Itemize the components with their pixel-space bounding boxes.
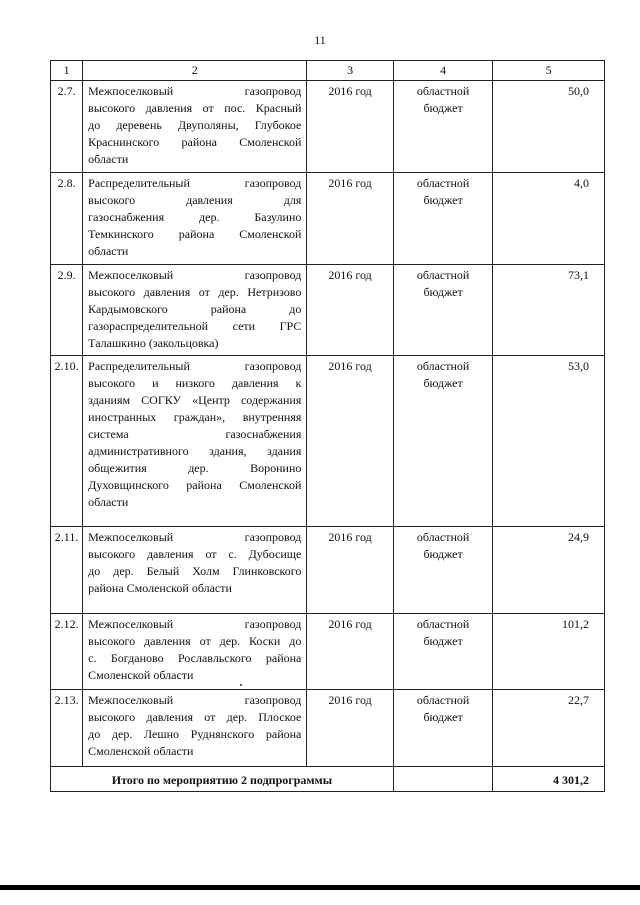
row-funding-source	[393, 173, 493, 265]
funding-source-line: областной	[416, 359, 470, 373]
total-row	[51, 767, 605, 792]
table-row	[51, 690, 605, 767]
scan-speck	[240, 684, 242, 686]
row-description	[83, 614, 307, 690]
description-line: высокого давления для	[88, 193, 302, 207]
row-year: 2016 год	[307, 356, 393, 527]
row-funding-source	[393, 81, 493, 173]
funding-source-line: бюджет	[423, 376, 463, 390]
row-amount: 4,0	[493, 173, 605, 265]
row-year: 2016 год	[307, 173, 393, 265]
row-year: 2016 год	[307, 690, 393, 767]
row-year: 2016 год	[307, 265, 393, 356]
row-amount: 24,9	[493, 527, 605, 614]
row-description	[83, 690, 307, 767]
description-line: до дер. Лешно Руднянского района	[88, 727, 302, 741]
row-number: 2.12.	[51, 614, 83, 690]
funding-source-line: бюджет	[423, 285, 463, 299]
total-label: Итого по мероприятию 2 подпрограммы	[51, 767, 394, 792]
description-line: до деревень Двуполяны, Глубокое	[88, 118, 302, 132]
description-line: Распределительный газопровод	[88, 176, 302, 190]
description-line: газоснабжения дер. Базулино	[88, 210, 302, 224]
row-amount: 22,7	[493, 690, 605, 767]
row-funding-source	[393, 614, 493, 690]
description-line: Талашкино (закольцовка)	[88, 336, 219, 350]
budget-table	[50, 60, 605, 792]
row-amount: 73,1	[493, 265, 605, 356]
description-line: до дер. Белый Холм Глинковского	[88, 564, 302, 578]
funding-source-line: бюджет	[423, 710, 463, 724]
funding-source-line: областной	[416, 84, 470, 98]
table-row	[51, 356, 605, 527]
table-row	[51, 265, 605, 356]
description-line: Межпоселковый газопровод	[88, 693, 302, 707]
row-number: 2.10.	[51, 356, 83, 527]
table-row	[51, 527, 605, 614]
row-year: 2016 год	[307, 614, 393, 690]
row-number: 2.9.	[51, 265, 83, 356]
description-line: иностранных граждан», внутренняя	[88, 410, 302, 424]
description-line: зданиям СОГКУ «Центр содержания	[88, 393, 302, 407]
description-line: района Смоленской области	[88, 581, 232, 595]
row-funding-source	[393, 690, 493, 767]
funding-source-line: областной	[416, 617, 470, 631]
funding-source-line: областной	[416, 530, 470, 544]
row-number: 2.7.	[51, 81, 83, 173]
row-description	[83, 527, 307, 614]
description-line: области	[88, 152, 129, 166]
funding-source-line: областной	[416, 268, 470, 282]
description-line: Кардымовского района до	[88, 302, 302, 316]
funding-source-line: бюджет	[423, 101, 463, 115]
description-line: Межпоселковый газопровод	[88, 84, 302, 98]
funding-source-line: бюджет	[423, 193, 463, 207]
row-amount: 101,2	[493, 614, 605, 690]
row-number: 2.13.	[51, 690, 83, 767]
total-empty-cell	[393, 767, 493, 792]
bottom-border-bar	[0, 885, 640, 890]
description-line: Межпоселковый газопровод	[88, 617, 302, 631]
row-description	[83, 265, 307, 356]
description-line: высокого давления от дер. Коски до	[88, 634, 302, 648]
row-year: 2016 год	[307, 81, 393, 173]
description-line: области	[88, 495, 129, 509]
funding-source-line: областной	[416, 176, 470, 190]
row-number: 2.11.	[51, 527, 83, 614]
row-funding-source	[393, 356, 493, 527]
description-line: высокого давления от пос. Красный	[88, 101, 302, 115]
description-line: Межпоселковый газопровод	[88, 530, 302, 544]
description-line: административного здания, здания	[88, 444, 302, 458]
description-line: высокого давления от дер. Нетризово	[88, 285, 302, 299]
description-line: Межпоселковый газопровод	[88, 268, 302, 282]
description-line: Смоленской области	[88, 668, 194, 682]
description-line: Духовщинского района Смоленской	[88, 478, 302, 492]
row-funding-source	[393, 265, 493, 356]
row-amount: 53,0	[493, 356, 605, 527]
description-line: с. Богданово Рославльского района	[88, 651, 302, 665]
description-line: система газоснабжения	[88, 427, 302, 441]
table-row	[51, 614, 605, 690]
header-cell-3: 3	[307, 61, 393, 81]
description-line: газораспределительной сети ГРС	[88, 319, 302, 333]
description-line: Краснинского района Смоленской	[88, 135, 302, 149]
total-amount: 4 301,2	[493, 767, 605, 792]
page-number: 11	[314, 33, 326, 47]
description-line: Смоленской области	[88, 744, 194, 758]
header-cell-4: 4	[393, 61, 493, 81]
funding-source-line: бюджет	[423, 547, 463, 561]
description-line: общежития дер. Воронино	[88, 461, 302, 475]
header-cell-1: 1	[51, 61, 83, 81]
table-row	[51, 173, 605, 265]
table-header-row	[51, 61, 605, 81]
funding-source-line: бюджет	[423, 634, 463, 648]
row-amount: 50,0	[493, 81, 605, 173]
description-line: высокого и низкого давления к	[88, 376, 302, 390]
description-line: области	[88, 244, 129, 258]
row-description	[83, 356, 307, 527]
description-line: Распределительный газопровод	[88, 359, 302, 373]
table-row	[51, 81, 605, 173]
header-cell-5: 5	[493, 61, 605, 81]
row-funding-source	[393, 527, 493, 614]
description-line: высокого давления от с. Дубосище	[88, 547, 302, 561]
row-year: 2016 год	[307, 527, 393, 614]
funding-source-line: областной	[416, 693, 470, 707]
description-line: высокого давления от дер. Плоское	[88, 710, 302, 724]
row-number: 2.8.	[51, 173, 83, 265]
header-cell-2: 2	[83, 61, 307, 81]
description-line: Темкинского района Смоленской	[88, 227, 302, 241]
row-description	[83, 81, 307, 173]
row-description	[83, 173, 307, 265]
